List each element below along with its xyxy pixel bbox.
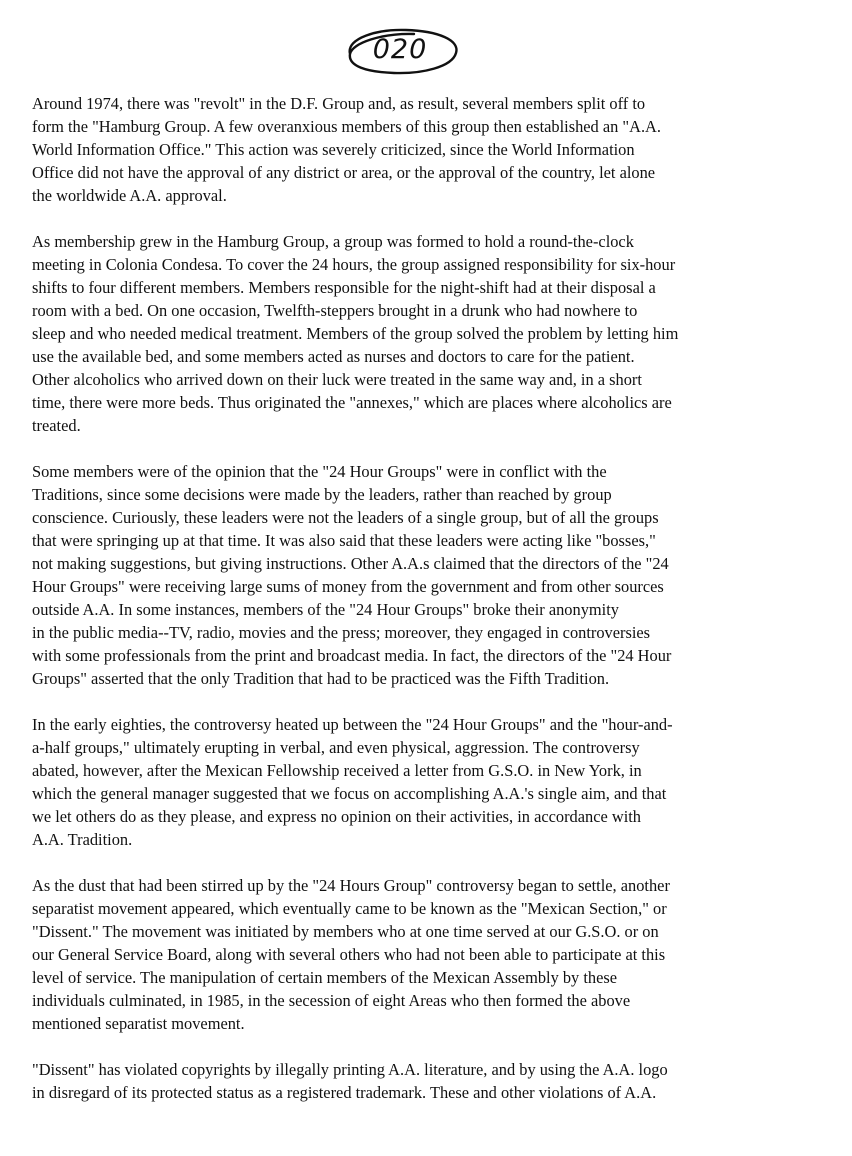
text-line: World Information Office." This action was severely criticized, since the World Information xyxy=(32,140,635,159)
text-line: separatist movement appeared, which eventually came to be known as the "Mexican Section," or xyxy=(32,899,667,918)
text-line: Around 1974, there was "revolt" in the D.F. Group and, as result, several members split off to xyxy=(32,94,646,113)
text-line: that were springing up at that time. It was also said that these leaders were acting like "bosses," xyxy=(32,531,656,550)
text-line: A.A. Tradition. xyxy=(32,830,133,849)
text-line: sleep and who needed medical treatment. Members of the group solved the problem by letting him xyxy=(32,324,679,343)
text-line: In the early eighties, the controversy heated up between the "24 Hour Groups" and the "hour-and- xyxy=(32,715,673,734)
text-line: room with a bed. On one occasion, Twelfth-steppers brought in a drunk who had nowhere to xyxy=(32,301,638,320)
text-line: "Dissent" has violated copyrights by illegally printing A.A. literature, and by using the A.A. logo xyxy=(32,1060,668,1079)
text-line: As membership grew in the Hamburg Group, a group was formed to hold a round-the-clock xyxy=(32,232,634,251)
paragraph xyxy=(32,92,828,207)
text-line: in the public media--TV, radio, movies and the press; moreover, they engaged in controversies xyxy=(32,623,651,642)
paragraph xyxy=(32,713,828,851)
text-line: mentioned separatist movement. xyxy=(32,1014,245,1033)
page-number: 020 xyxy=(372,34,428,65)
text-line: a-half groups," ultimately erupting in verbal, and even physical, aggression. The controversy xyxy=(32,738,640,757)
text-line: we let others do as they please, and express no opinion on their activities, in accordance with xyxy=(32,807,641,826)
text-line: Traditions, since some decisions were made by the leaders, rather than reached by group xyxy=(32,485,612,504)
page-number-stamp xyxy=(338,26,462,76)
paragraph xyxy=(32,460,828,690)
text-line: Office did not have the approval of any district or area, or the approval of the country, let alone xyxy=(32,163,656,182)
text-line: Other alcoholics who arrived down on their luck were treated in the same way and, in a short xyxy=(32,370,642,389)
text-line: our General Service Board, along with several others who had not been able to participate at this xyxy=(32,945,666,964)
text-line: "Dissent." The movement was initiated by members who at one time served at our G.S.O. or on xyxy=(32,922,659,941)
text-line: individuals culminated, in 1985, in the secession of eight Areas who then formed the above xyxy=(32,991,631,1010)
text-line: Groups" asserted that the only Tradition that had to be practiced was the Fifth Tradition. xyxy=(32,669,610,688)
text-line: shifts to four different members. Members responsible for the night-shift had at their disposal a xyxy=(32,278,656,297)
text-line: outside A.A. In some instances, members of the "24 Hour Groups" broke their anonymity xyxy=(32,600,619,619)
paragraph xyxy=(32,230,828,437)
body-text xyxy=(32,92,828,1127)
text-line: in disregard of its protected status as a registered trademark. These and other violations of A.A. xyxy=(32,1083,657,1102)
text-line: the worldwide A.A. approval. xyxy=(32,186,227,205)
text-line: use the available bed, and some members acted as nurses and doctors to care for the patient. xyxy=(32,347,635,366)
text-line: which the general manager suggested that we focus on accomplishing A.A.'s single aim, and that xyxy=(32,784,667,803)
text-line: conscience. Curiously, these leaders were not the leaders of a single group, but of all the groups xyxy=(32,508,659,527)
text-line: not making suggestions, but giving instructions. Other A.A.s claimed that the directors of the "24 xyxy=(32,554,669,573)
text-line: abated, however, after the Mexican Fellowship received a letter from G.S.O. in New York, in xyxy=(32,761,642,780)
text-line: Some members were of the opinion that the "24 Hour Groups" were in conflict with the xyxy=(32,462,607,481)
text-line: Hour Groups" were receiving large sums of money from the government and from other sources xyxy=(32,577,664,596)
text-line: with some professionals from the print and broadcast media. In fact, the directors of the "24 Hour xyxy=(32,646,672,665)
text-line: treated. xyxy=(32,416,81,435)
paragraph xyxy=(32,874,828,1035)
text-line: As the dust that had been stirred up by the "24 Hours Group" controversy began to settle, another xyxy=(32,876,670,895)
text-line: form the "Hamburg Group. A few overanxious members of this group then established an "A.A. xyxy=(32,117,661,136)
text-line: time, there were more beds. Thus originated the "annexes," which are places where alcoholics are xyxy=(32,393,672,412)
paragraph xyxy=(32,1058,828,1104)
text-line: meeting in Colonia Condesa. To cover the 24 hours, the group assigned responsibility for six-hour xyxy=(32,255,676,274)
text-line: level of service. The manipulation of certain members of the Mexican Assembly by these xyxy=(32,968,618,987)
